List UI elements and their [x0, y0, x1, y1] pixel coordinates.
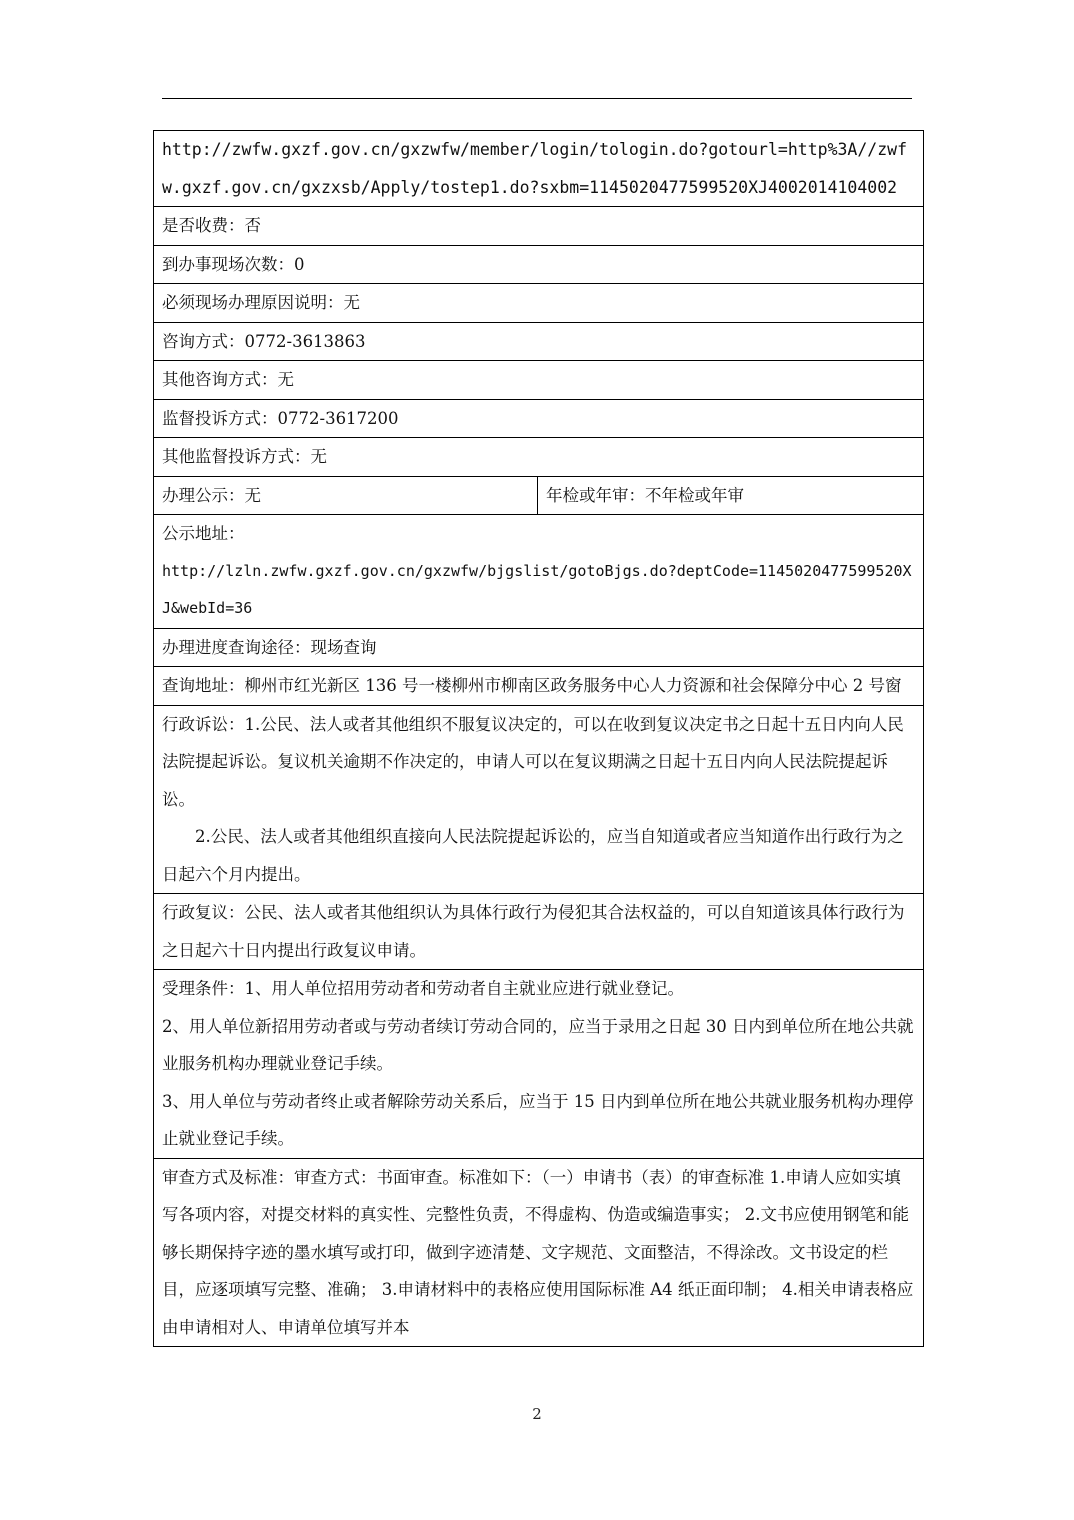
table-row-visits [154, 245, 924, 284]
publicity-cell: 办理公示：无 [154, 476, 538, 515]
table-row-publicity [154, 476, 924, 515]
annual-check-cell: 年检或年审：不年检或年审 [538, 476, 924, 515]
publicity-address-url: http://lzln.zwfw.gxzf.gov.cn/gxzwfw/bjgslist/gotoBjgs.do?deptCode=1145020477599520XJ&webId=36 [162, 561, 912, 617]
litigation-cell [154, 705, 924, 894]
table-row-query-address [154, 667, 924, 706]
header-rule [162, 98, 912, 99]
query-address-cell: 查询地址：柳州市红光新区 136 号一楼柳州市柳南区政务服务中心人力资源和社会保障分中心 2 号窗 [154, 667, 924, 706]
table-row-other-consult [154, 361, 924, 400]
fee-cell: 是否收费：否 [154, 207, 924, 246]
litigation-paragraph-1: 行政诉讼：1.公民、法人或者其他组织不服复议决定的，可以在收到复议决定书之日起十五日内向人民法院提起诉讼。复议机关逾期不作决定的，申请人可以在复议期满之日起十五日内向人民法院提起诉讼。 [162, 714, 904, 809]
page-number: 2 [532, 1405, 542, 1423]
other-consult-cell: 其他咨询方式：无 [154, 361, 924, 400]
table-row-url [154, 131, 924, 207]
other-complaint-cell: 其他监督投诉方式：无 [154, 438, 924, 477]
table-row-reconsideration [154, 894, 924, 970]
online-apply-url: http://zwfw.gxzf.gov.cn/gxzwfw/member/login/tologin.do?gotourl=http%3A//zwfw.gxzf.gov.cn/gxzxsb/Apply/tostep1.do?sxbm=1145020477599520XJ4002014104002 [154, 131, 924, 207]
conditions-paragraph-3: 3、用人单位与劳动者终止或者解除劳动关系后，应当于 15 日内到单位所在地公共就业服务机构办理停止就业登记手续。 [162, 1091, 914, 1148]
publicity-address-label: 公示地址： [162, 524, 245, 543]
conditions-paragraph-1: 受理条件：1、用人单位招用劳动者和劳动者自主就业应进行就业登记。 [162, 979, 684, 998]
table-row-publicity-address [154, 515, 924, 629]
table-row-litigation [154, 705, 924, 894]
service-info-table [153, 130, 924, 1347]
table-row-complaint [154, 399, 924, 438]
publicity-address-cell [154, 515, 924, 629]
table-row-conditions [154, 970, 924, 1159]
visits-cell: 到办事现场次数：0 [154, 245, 924, 284]
review-cell: 审查方式及标准：审查方式：书面审查。标准如下：（一）申请书（表）的审查标准 1.申请人应如实填写各项内容，对提交材料的真实性、完整性负责，不得虚构、伪造或编造事实； 2.文书应使用钢笔和能够长期保持字迹的墨水填写或打印，做到字迹清楚、文字规范、文面整洁，不得涂改。文书设定的栏目，应逐项填写完整、准确； 3.申请材料中的表格应使用国际标准 A4 纸正面印制； 4.相关申请表格应由申请相对人、申请单位填写并本 [154, 1158, 924, 1347]
progress-cell: 办理进度查询途径：现场查询 [154, 628, 924, 667]
table-row-other-complaint [154, 438, 924, 477]
table-row-fee [154, 207, 924, 246]
consult-cell: 咨询方式：0772-3613863 [154, 322, 924, 361]
table-row-progress [154, 628, 924, 667]
conditions-paragraph-2: 2、用人单位新招用劳动者或与劳动者续订劳动合同的，应当于录用之日起 30 日内到单位所在地公共就业服务机构办理就业登记手续。 [162, 1016, 914, 1073]
table-row-consult [154, 322, 924, 361]
reconsideration-cell: 行政复议：公民、法人或者其他组织认为具体行政行为侵犯其合法权益的，可以自知道该具体行政行为之日起六十日内提出行政复议申请。 [154, 894, 924, 970]
complaint-cell: 监督投诉方式：0772-3617200 [154, 399, 924, 438]
table-row-review [154, 1158, 924, 1347]
table-row-onsite-reason [154, 284, 924, 323]
onsite-reason-cell: 必须现场办理原因说明：无 [154, 284, 924, 323]
conditions-cell [154, 970, 924, 1159]
litigation-paragraph-2: 2.公民、法人或者其他组织直接向人民法院提起诉讼的，应当自知道或者应当知道作出行政行为之日起六个月内提出。 [162, 827, 904, 884]
